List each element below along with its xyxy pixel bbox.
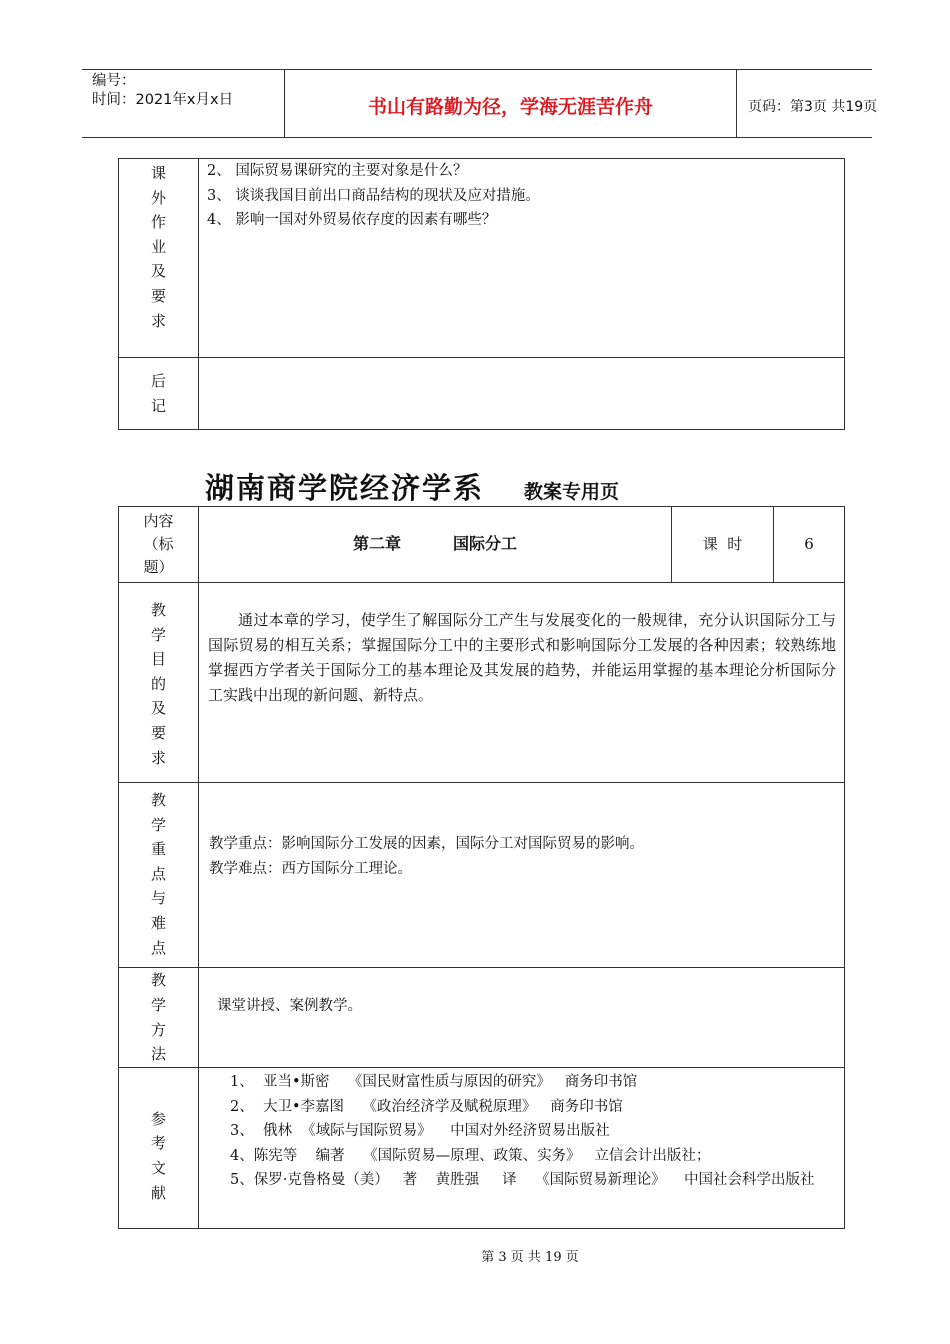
label-line: 内容 (143, 512, 174, 530)
label-char: 学 (150, 815, 166, 834)
method-content (199, 968, 845, 1068)
reference-item: 3、 俄林 《域际与国际贸易》 中国对外经济贸易出版社 (230, 1123, 610, 1139)
label-char: 教 (150, 601, 166, 619)
label-char: 要 (150, 286, 166, 305)
label-char: 要 (150, 723, 166, 742)
label-char: 业 (150, 237, 166, 256)
homework-table (118, 158, 845, 430)
homework-item: 3、 谈谈我国目前出口商品结构的现状及应对措施。 (207, 187, 540, 204)
label-char: 外 (150, 188, 166, 207)
homework-item: 4、 影响一国对外贸易依存度的因素有哪些？ (207, 212, 497, 228)
label-char: 献 (150, 1183, 166, 1202)
label-char: 求 (150, 748, 166, 767)
homework-item: 2、 国际贸易课研究的主要对象是什么？ (207, 163, 468, 179)
reference-item: 1、 亚当•斯密 《国民财富性质与原因的研究》 商务印书馆 (230, 1074, 638, 1090)
number-label: 编号： (92, 73, 136, 89)
label-line: （标 (143, 535, 174, 553)
label-char: 点 (150, 938, 166, 957)
reference-item: 4、陈宪等 编著 《国际贸易—原理、政策、实务》 立信会计出版社； (230, 1147, 711, 1164)
label-char: 的 (150, 674, 166, 693)
homework-label (119, 159, 199, 358)
label-char: 方 (150, 1020, 166, 1039)
page-title-sub: 教案专用页 (524, 481, 620, 503)
method-text: 课堂讲授、案例教学。 (217, 998, 362, 1014)
lesson-title (199, 507, 672, 583)
header-motto: 书山有路勤为径，学海无涯苦作舟 (285, 70, 737, 137)
label-char: 难 (150, 913, 166, 932)
objectives-label (119, 583, 199, 783)
objectives-text: 通过本章的学习，使学生了解国际分工产生与发展变化的一般规律，充分认识国际分工与国际贸易的相互关系；掌握国际分工中的主要形式和影响国际分工发展的各种因素；较熟练地掌握西方学者关于国际分工的基本理论及其发展的趋势，并能运用掌握的基本理论分析国际分工实践中出现的新问题、新特点。 (208, 611, 836, 704)
label-char: 与 (150, 889, 166, 908)
label-char: 目 (150, 650, 166, 669)
page-title (205, 466, 765, 507)
label-char: 点 (150, 864, 166, 883)
method-label (119, 968, 199, 1068)
chapter-number: 第二章 (352, 534, 401, 554)
label-char: 法 (150, 1045, 166, 1064)
label-char: 教 (150, 971, 166, 990)
postscript-label (119, 358, 199, 430)
label-char: 参 (150, 1109, 166, 1128)
lesson-plan-table (118, 506, 845, 1229)
label-char: 学 (150, 995, 166, 1014)
keypoints-content (199, 783, 845, 968)
label-char: 记 (150, 396, 166, 415)
label-char: 及 (150, 699, 166, 718)
objectives-content (199, 583, 845, 783)
difficult-point: 教学难点：西方国际分工理论。 (209, 860, 412, 877)
keypoints-label (119, 783, 199, 968)
label-char: 文 (150, 1159, 166, 1177)
page-header (82, 69, 878, 138)
label-char: 教 (150, 791, 166, 809)
references-content (199, 1068, 845, 1229)
label-char: 考 (150, 1134, 166, 1153)
reference-item: 5、保罗·克鲁格曼（美） 著 黄胜强 译 《国际贸易新理论》 中国社会科学出版社 (230, 1172, 815, 1188)
chapter-topic: 国际分工 (453, 534, 518, 554)
content-label (119, 507, 199, 583)
hours-value: 6 (774, 507, 845, 583)
key-point: 教学重点：影响国际分工发展的因素，国际分工对国际贸易的影响。 (209, 836, 644, 852)
references-label (119, 1068, 199, 1229)
page-footer: 第 3 页 共 19 页 (481, 1250, 579, 1265)
hours-label: 课 时 (672, 507, 774, 583)
label-char: 求 (150, 311, 166, 330)
label-char: 重 (150, 840, 166, 859)
header-page-code: 页码：第3页 共19页 (748, 98, 878, 115)
homework-content (199, 159, 845, 358)
label-char: 及 (150, 262, 166, 281)
label-char: 课 (150, 164, 166, 182)
page-title-main: 湖南商学院经济学系 (205, 471, 485, 505)
header-meta (82, 70, 285, 137)
label-line: 题） (143, 558, 174, 576)
label-char: 后 (150, 371, 166, 390)
label-char: 学 (150, 625, 166, 644)
label-char: 作 (150, 213, 166, 232)
time-label: 时间：2021年x月x日 (92, 92, 234, 108)
reference-item: 2、 大卫•李嘉图 《政治经济学及赋税原理》 商务印书馆 (230, 1098, 623, 1115)
postscript-content (199, 358, 845, 430)
